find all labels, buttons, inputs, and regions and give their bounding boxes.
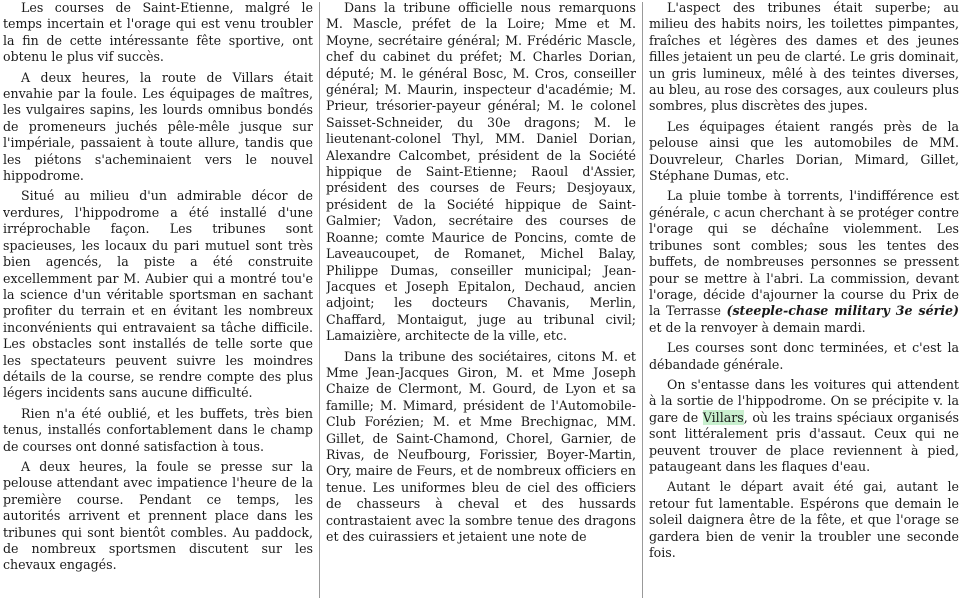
text-run: , où les trains spéciaux organisés sont littéralement pris d'assaut. Ceux qui ne peuvent trouver de place reviennent à pied, pataugeant dans les flaques d'eau. xyxy=(649,409,959,474)
paragraph: A deux heures, la route de Villars était envahie par la foule. Les équipages de maîtres, les vulgaires sapins, les lourds omnibus bondés de promeneurs juchés pêle-mêle jusque sur l'impériale, passaient à toute allure, tandis que les piétons s'acheminaient vers le nouvel hippodrome. xyxy=(3,69,313,184)
paragraph: Rien n'a été oublié, et les buffets, très bien tenus, installés confortablement dans le champ de courses ont donné satisfaction à tous. xyxy=(3,405,313,454)
paragraph: Les courses sont donc terminées, et c'est la débandade générale. xyxy=(649,340,959,372)
paragraph: Les équipages étaient rangés près de la pelouse ainsi que les automobiles de MM. Douvreleur, Charles Dorian, Mimard, Gillet, Stéphane Dumas, etc. xyxy=(649,118,959,184)
column-3 xyxy=(649,0,959,600)
paragraph: Dans la tribune officielle nous remarquons M. Mascle, préfet de la Loire; Mme et M. Moyne, secrétaire général; M. Frédéric Mascle, chef du cabinet du préfet; M. Charles Dorian, député; M. le général Bosc, M. Cros, conseiller général; M. Maurin, inspecteur d'académie; M. Prieur, trésorier-payeur général; M. le colonel Saisset-Schneider, du 30e dragons; M. le lieutenant-colonel Thyl, MM. Daniel Dorian, Alexandre Calcombet, président de la Société hippique de Saint-Etienne; Raoul d'Assier, président des courses de Feurs; Desjoyaux, président de la Société hippique de Saint-Galmier; Vadon, secrétaire des courses de Roanne; comte Maurice de Poncins, comte de Laveaucoupet, de Romanet, Michel Balay, Philippe Dumas, conseiller municipal; Jean-Jacques et Joseph Epitalon, Dechaud, ancien adjoint; les docteurs Chavanis, Merlin, Chaffard, Montaigut, juge au tribunal civil; Lamaizière, architecte de la ville, etc. xyxy=(326,0,636,344)
paragraph: L'aspect des tribunes était superbe; au milieu des habits noirs, les toilettes pimpantes, fraîches et légères des dames et des jeunes filles jetaient un peu de clarté. Le gris dominait, un gris lumineux, mêlé à des teintes diverses, au bleu, au rose des corsages, aux couleurs plus sombres, plus discrètes des jupes. xyxy=(649,0,959,114)
column-1 xyxy=(3,0,313,600)
column-divider xyxy=(642,2,643,598)
text-run: La pluie tombe à torrents, l'indifférence est générale, c acun cherchant à se protéger contre l'orage qui se déchaîne violemment. Les tribunes sont combles; sous les tentes des buffets, de nombreuses personnes se pressent pour se mettre à l'abri. La commission, devant l'orage, décide d'ajourner la course du Prix de la Terrasse xyxy=(649,188,959,319)
race-category: (steeple-chase military 3e série) xyxy=(726,303,959,319)
text-run: et de la renvoyer à demain mardi. xyxy=(649,319,866,335)
paragraph xyxy=(649,377,959,475)
column-2 xyxy=(326,0,636,600)
paragraph: Situé au milieu d'un admirable décor de verdures, l'hippodrome a été installé d'une irréprochable façon. Les tribunes sont spacieuses, les locaux du pari mutuel sont très bien agencés, la piste a été construite excellemment par M. Aubier qui a montré tou'e la science d'un véritable sportsman en sachant profiter du terrain et en évitant les nombreux inconvénients qui entravaient sa tâche difficile. Les obstacles sont installés de telle sorte que les spectateurs peuvent suivre les moindres détails de la course, se rendre compte des plus légers incidents sans aucune difficulté. xyxy=(3,188,313,401)
text-run: On s'entasse dans les voitures qui attendent à la sortie de l'hippodrome. On se précipite v. la gare de xyxy=(649,376,959,425)
paragraph: A deux heures, la foule se presse sur la pelouse attendant avec impatience l'heure de la première course. Pendant ce temps, les autorités arrivent et prennent place dans les tribunes qui sont bientôt combles. Au paddock, de nombreux sportsmen discutent sur les chevaux engagés. xyxy=(3,458,313,573)
paragraph: Les courses de Saint-Etienne, malgré le temps incertain et l'orage qui est venu troubler la fin de cette intéressante fête sportive, ont obtenu le plus vif succès. xyxy=(3,0,313,65)
paragraph: Dans la tribune des sociétaires, citons M. et Mme Jean-Jacques Giron, M. et Mme Joseph Chaize de Clermont, M. Gourd, de Lyon et sa famille; M. Mimard, président de l'Automobile-Club Forézien; M. et Mme Brechignac, MM. Gillet, de Saint-Chamond, Chorel, Garnier, de Rivas, de Neufbourg, Forissier, Boyer-Martin, Ory, maire de Feurs, et de nombreux officiers en tenue. Les uniformes bleu de ciel des officiers de chasseurs à cheval et des hussards contrastaient avec la sombre tenue des dragons et des cuirassiers et jetaient une note de xyxy=(326,348,636,544)
column-divider xyxy=(319,2,320,598)
paragraph xyxy=(649,188,959,336)
paragraph: Autant le départ avait été gai, autant le retour fut lamentable. Espérons que demain le soleil daignera être de la fête, et que l'orage se gardera bien de venir la troubler une seconde fois. xyxy=(649,479,959,560)
highlighted-word: Villars xyxy=(702,409,744,425)
